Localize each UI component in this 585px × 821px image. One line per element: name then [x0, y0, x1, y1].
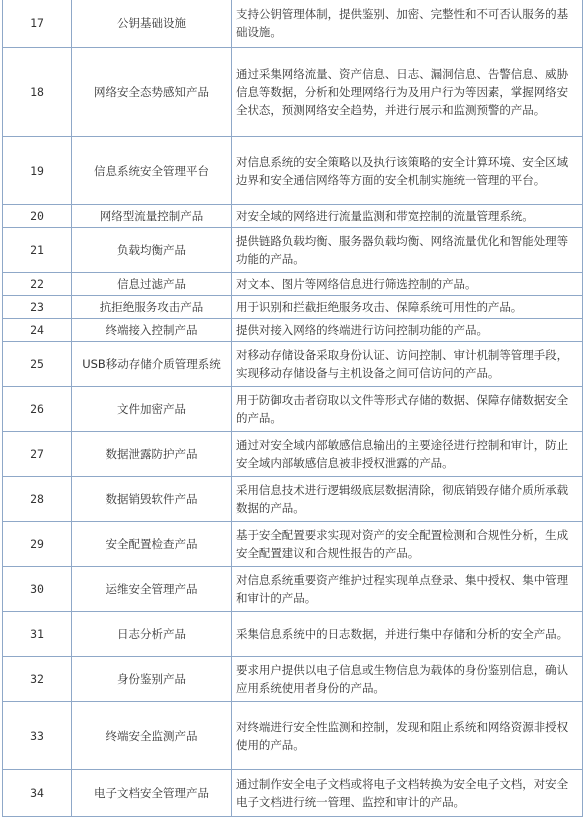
table-row [3, 205, 583, 228]
table-row [3, 342, 583, 387]
row-number: 32 [3, 657, 72, 702]
product-description: 提供链路负载均衡、服务器负载均衡、网络流量优化和智能处理等功能的产品。 [232, 228, 583, 273]
product-description: 用于识别和拦截拒绝服务攻击、保障系统可用性的产品。 [232, 296, 583, 319]
table-row [3, 567, 583, 612]
product-name: 安全配置检查产品 [72, 522, 232, 567]
product-name: 数据泄露防护产品 [72, 432, 232, 477]
product-table [2, 0, 583, 817]
product-name: 终端安全监测产品 [72, 702, 232, 770]
row-number: 26 [3, 387, 72, 432]
row-number: 20 [3, 205, 72, 228]
row-number: 29 [3, 522, 72, 567]
row-number: 28 [3, 477, 72, 522]
product-name: 抗拒绝服务攻击产品 [72, 296, 232, 319]
product-description: 通过对安全域内部敏感信息输出的主要途径进行控制和审计，防止安全域内部敏感信息被非授权泄露的产品。 [232, 432, 583, 477]
row-number: 30 [3, 567, 72, 612]
product-table-body [3, 0, 583, 817]
product-description: 对移动存储设备采取身份认证、访问控制、审计机制等管理手段，实现移动存储设备与主机设备之间可信访问的产品。 [232, 342, 583, 387]
product-description: 对文本、图片等网络信息进行筛选控制的产品。 [232, 273, 583, 296]
table-row [3, 48, 583, 137]
product-description: 对安全域的网络进行流量监测和带宽控制的流量管理系统。 [232, 205, 583, 228]
product-name: 身份鉴别产品 [72, 657, 232, 702]
product-description: 对终端进行安全性监测和控制，发现和阻止系统和网络资源非授权使用的产品。 [232, 702, 583, 770]
row-number: 31 [3, 612, 72, 657]
table-row [3, 296, 583, 319]
table-row [3, 387, 583, 432]
product-description: 通过制作安全电子文档或将电子文档转换为安全电子文档，对安全电子文档进行统一管理、监控和审计的产品。 [232, 770, 583, 817]
product-name: 信息过滤产品 [72, 273, 232, 296]
product-name: 信息系统安全管理平台 [72, 137, 232, 205]
row-number: 18 [3, 48, 72, 137]
product-name: 文件加密产品 [72, 387, 232, 432]
table-row [3, 657, 583, 702]
row-number: 22 [3, 273, 72, 296]
row-number: 27 [3, 432, 72, 477]
row-number: 21 [3, 228, 72, 273]
product-description: 用于防御攻击者窃取以文件等形式存储的数据、保障存储数据安全的产品。 [232, 387, 583, 432]
product-name: 数据销毁软件产品 [72, 477, 232, 522]
row-number: 19 [3, 137, 72, 205]
row-number: 25 [3, 342, 72, 387]
row-number: 34 [3, 770, 72, 817]
product-name: 负载均衡产品 [72, 228, 232, 273]
product-description: 对信息系统的安全策略以及执行该策略的安全计算环境、安全区域边界和安全通信网络等方面的安全机制实施统一管理的平台。 [232, 137, 583, 205]
product-name: 运维安全管理产品 [72, 567, 232, 612]
product-name: USB移动存储介质管理系统 [72, 342, 232, 387]
product-name: 网络型流量控制产品 [72, 205, 232, 228]
table-row [3, 273, 583, 296]
product-description: 通过采集网络流量、资产信息、日志、漏洞信息、告警信息、威胁信息等数据，分析和处理网络行为及用户行为等因素，掌握网络安全状态，预测网络安全趋势，并进行展示和监测预警的产品。 [232, 48, 583, 137]
product-description: 提供对接入网络的终端进行访问控制功能的产品。 [232, 319, 583, 342]
table-row [3, 228, 583, 273]
table-row [3, 770, 583, 817]
table-row [3, 319, 583, 342]
table-row [3, 702, 583, 770]
product-description: 采集信息系统中的日志数据，并进行集中存储和分析的安全产品。 [232, 612, 583, 657]
product-name: 终端接入控制产品 [72, 319, 232, 342]
product-name: 公钥基础设施 [72, 0, 232, 48]
table-row [3, 432, 583, 477]
product-name: 日志分析产品 [72, 612, 232, 657]
row-number: 24 [3, 319, 72, 342]
product-description: 支持公钥管理体制，提供鉴别、加密、完整性和不可否认服务的基础设施。 [232, 0, 583, 48]
row-number: 17 [3, 0, 72, 48]
table-row [3, 137, 583, 205]
table-row [3, 612, 583, 657]
product-name: 电子文档安全管理产品 [72, 770, 232, 817]
row-number: 33 [3, 702, 72, 770]
product-description: 采用信息技术进行逻辑级底层数据清除，彻底销毁存储介质所承载数据的产品。 [232, 477, 583, 522]
product-description: 对信息系统重要资产维护过程实现单点登录、集中授权、集中管理和审计的产品。 [232, 567, 583, 612]
product-description: 基于安全配置要求实现对资产的安全配置检测和合规性分析，生成安全配置建议和合规性报告的产品。 [232, 522, 583, 567]
row-number: 23 [3, 296, 72, 319]
table-row [3, 522, 583, 567]
table-row [3, 0, 583, 48]
table-row [3, 477, 583, 522]
product-name: 网络安全态势感知产品 [72, 48, 232, 137]
product-description: 要求用户提供以电子信息或生物信息为载体的身份鉴别信息，确认应用系统使用者身份的产品。 [232, 657, 583, 702]
